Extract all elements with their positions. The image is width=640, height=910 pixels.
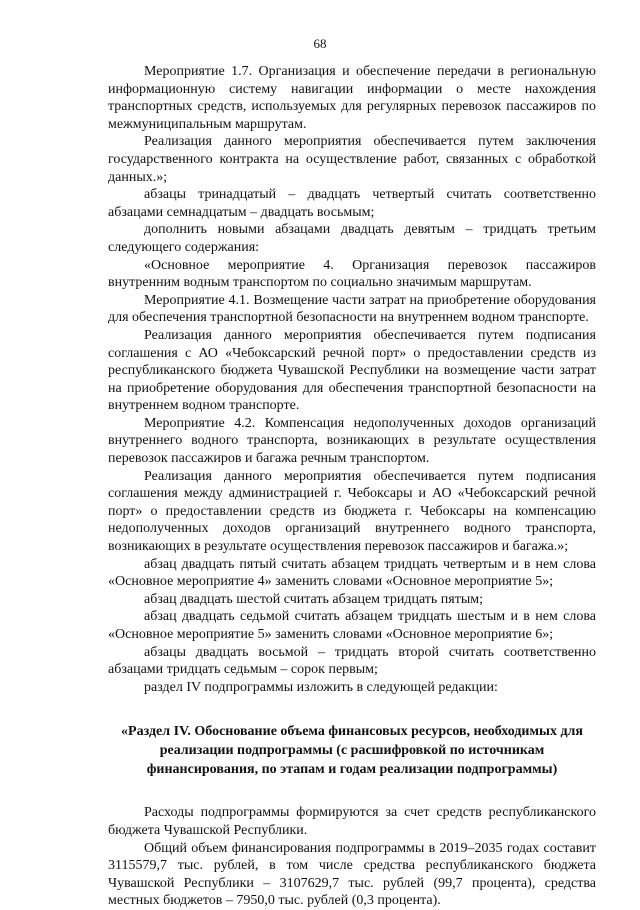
page-number: 68 xyxy=(313,36,327,51)
paragraph: Мероприятие 1.7. Организация и обеспечение передачи в региональную информационную систему навигации информации о месте нахождения транспортных средств, используемых для регулярных перевозок пассажиров по межмуниципальным маршрутам. xyxy=(108,64,596,132)
paragraph: абзац двадцать пятый считать абзацем тридцать четвертым и в нем слова «Основное мероприятие 4» заменить словами «Основное мероприятие 5»; xyxy=(108,556,596,590)
paragraph: абзацы тринадцатый – двадцать четвертый считать соответственно абзацами семнадцатым – двадцать восьмым; xyxy=(108,187,596,220)
document-body xyxy=(108,63,596,910)
paragraph: Мероприятие 4.2. Компенсация недополученных доходов организаций внутреннего водного транспорта, возникающих в результате осуществления перевозок пассажиров и багажа речным транспортом. xyxy=(108,415,596,467)
paragraph: абзац двадцать шестой считать абзацем тридцать пятым; xyxy=(144,591,484,607)
section-heading: «Раздел IV. Обоснование объема финансовых ресурсов, необходимых для реализации подпрограммы (с расшифровкой по источникам финансирования, по этапам и годам реализации подпрограммы) xyxy=(121,724,583,778)
paragraph: Общий объем финансирования подпрограммы в 2019–2035 годах составит 3115579,7 тыс. рублей, в том числе средства республиканского бюджета Чувашской Республики – 3107629,7 тыс. рублей (99,7 процента), средства местных бюджетов – 7950,0 тыс. рублей (0,3 процента). xyxy=(108,840,596,909)
paragraph: Расходы подпрограммы формируются за счет средств республиканского бюджета Чувашской Республики. xyxy=(108,805,596,838)
paragraph: Реализация данного мероприятия обеспечивается путем подписания соглашения между администрацией г. Чебоксары и АО «Чебоксарский речной порт» о предоставлении средств из бюджета г. Чебоксары на компенсацию недополученных доходов организаций внутреннего водного транспорта, возникающих в результате осуществления перевозок пассажиров и багажа.»; xyxy=(108,468,596,555)
paragraph: дополнить новыми абзацами двадцать девятым – тридцать третьим следующего содержания: xyxy=(108,222,596,255)
paragraph: Мероприятие 4.1. Возмещение части затрат на приобретение оборудования для обеспечения транспортной безопасности на внутреннем водном транспорте. xyxy=(108,292,596,326)
paragraph: «Основное мероприятие 4. Организация перевозок пассажиров внутренним водным транспортом по социально значимым маршрутам. xyxy=(108,257,596,291)
paragraph: Реализация данного мероприятия обеспечивается путем подписания соглашения с АО «Чебоксарский речной порт» о предоставлении средств из республиканского бюджета Чувашской Республики на возмещение части затрат на приобретение оборудования для обеспечения транспортной безопасности на внутреннем водном транспорте. xyxy=(108,327,596,414)
paragraph: раздел IV подпрограммы изложить в следующей редакции: xyxy=(144,679,498,695)
paragraph: абзац двадцать седьмой считать абзацем тридцать шестым и в нем слова «Основное мероприятие 5» заменить словами «Основное мероприятие 6»; xyxy=(108,609,596,642)
paragraph: Реализация данного мероприятия обеспечивается путем заключения государственного контракта на осуществление работ, связанных с обработкой данных.»; xyxy=(108,134,596,185)
paragraph: абзацы двадцать восьмой – тридцать второй считать соответственно абзацами тридцать седьмым – сорок первым; xyxy=(108,644,596,678)
